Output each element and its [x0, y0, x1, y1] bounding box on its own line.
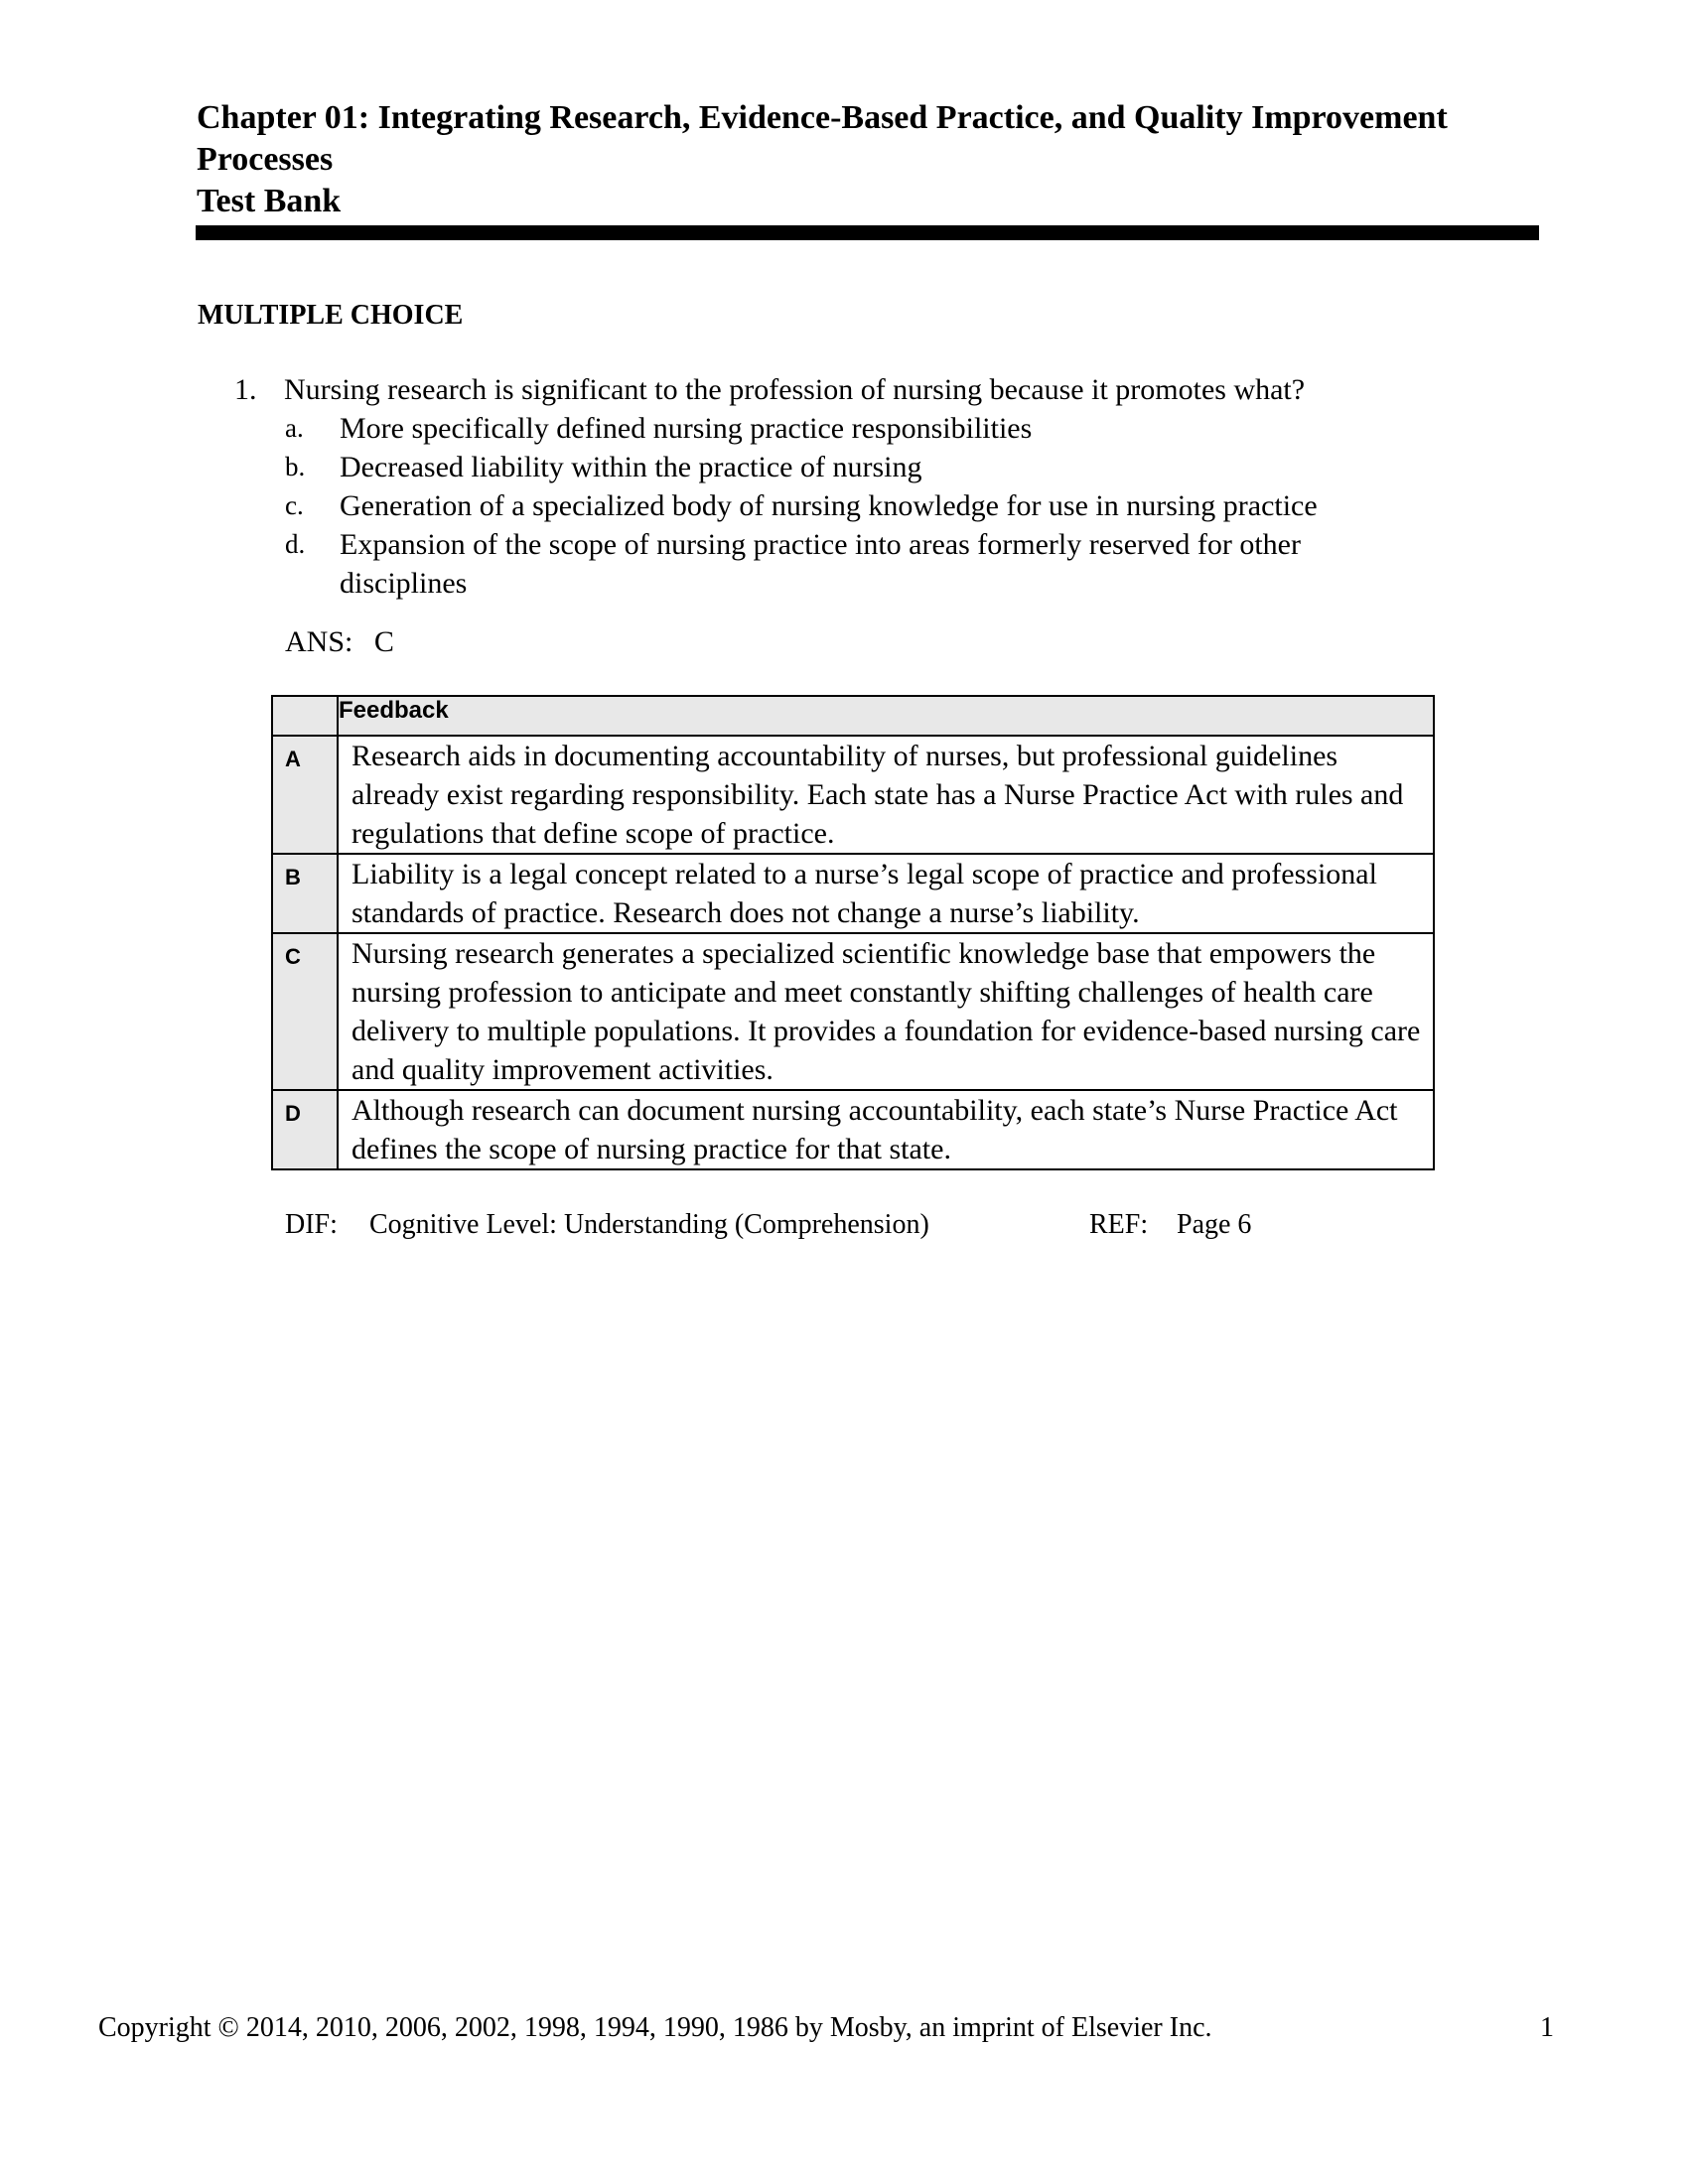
- page-number: 1: [1540, 2012, 1554, 2043]
- option-letter: d.: [285, 529, 306, 559]
- feedback-text: Nursing research generates a specialized scientific knowledge base that empowers the nursing profession to anticipate and meet constantly shifting challenges of health care delivery to multiple populations. It provides a foundation for evidence-based nursing care and quality improvement activities.: [338, 933, 1434, 1090]
- feedback-text: Liability is a legal concept related to a nurse’s legal scope of practice and professional standards of practice. Research does not change a nurse’s liability.: [338, 854, 1434, 933]
- ref-value: Page 6: [1177, 1209, 1252, 1240]
- feedback-row-d: [272, 1090, 1434, 1169]
- chapter-title-line1: Chapter 01: Integrating Research, Evidence-Based Practice, and Quality Improvement: [197, 99, 1448, 136]
- feedback-corner-cell: [272, 696, 338, 736]
- ref-label: REF:: [1089, 1209, 1149, 1240]
- answer-value: C: [373, 625, 394, 658]
- copyright-notice: Copyright © 2014, 2010, 2006, 2002, 1998, 1994, 1990, 1986 by Mosby, an imprint of Elsevier Inc.: [98, 2012, 1212, 2043]
- question-block: [234, 370, 1466, 603]
- test-bank-subtitle: Test Bank: [197, 183, 342, 219]
- question-number: 1.: [234, 373, 257, 406]
- option-text: Generation of a specialized body of nursing knowledge for use in nursing practice: [340, 489, 1318, 522]
- dif-value: Cognitive Level: Understanding (Comprehension): [369, 1209, 929, 1240]
- page-title: [197, 97, 1547, 222]
- feedback-letter: B: [272, 854, 338, 933]
- answer-label: ANS:: [285, 625, 353, 658]
- answer-line: [285, 622, 394, 661]
- feedback-letter: D: [272, 1090, 338, 1169]
- option-text: Decreased liability within the practice of nursing: [340, 451, 922, 483]
- feedback-header: Feedback: [338, 696, 1434, 736]
- feedback-letter: C: [272, 933, 338, 1090]
- question-stem: [234, 370, 1466, 409]
- option-d: [285, 525, 1466, 603]
- feedback-header-row: [272, 696, 1434, 736]
- feedback-row-c: [272, 933, 1434, 1090]
- dif-label: DIF:: [285, 1209, 338, 1240]
- option-letter: b.: [285, 452, 306, 481]
- option-letter: a.: [285, 413, 304, 443]
- option-a: [285, 409, 1466, 448]
- heading-divider: [196, 225, 1539, 240]
- feedback-text: Although research can document nursing accountability, each state’s Nurse Practice Act defines the scope of nursing practice for that state.: [338, 1090, 1434, 1169]
- chapter-title-line2: Processes: [197, 141, 334, 178]
- option-b: [285, 448, 1466, 486]
- question-text: Nursing research is significant to the profession of nursing because it promotes what?: [284, 373, 1306, 406]
- feedback-row-b: [272, 854, 1434, 933]
- option-letter: c.: [285, 490, 304, 520]
- option-text: Expansion of the scope of nursing practice into areas formerly reserved for other disciplines: [340, 528, 1301, 600]
- option-c: [285, 486, 1466, 525]
- section-title: MULTIPLE CHOICE: [198, 300, 464, 331]
- feedback-text: Research aids in documenting accountability of nurses, but professional guidelines already exist regarding responsibility. Each state has a Nurse Practice Act with rules and regulations that define scope of practice.: [338, 736, 1434, 854]
- feedback-row-a: [272, 736, 1434, 854]
- feedback-table: [271, 695, 1435, 1170]
- feedback-letter: A: [272, 736, 338, 854]
- option-text: More specifically defined nursing practice responsibilities: [340, 412, 1033, 445]
